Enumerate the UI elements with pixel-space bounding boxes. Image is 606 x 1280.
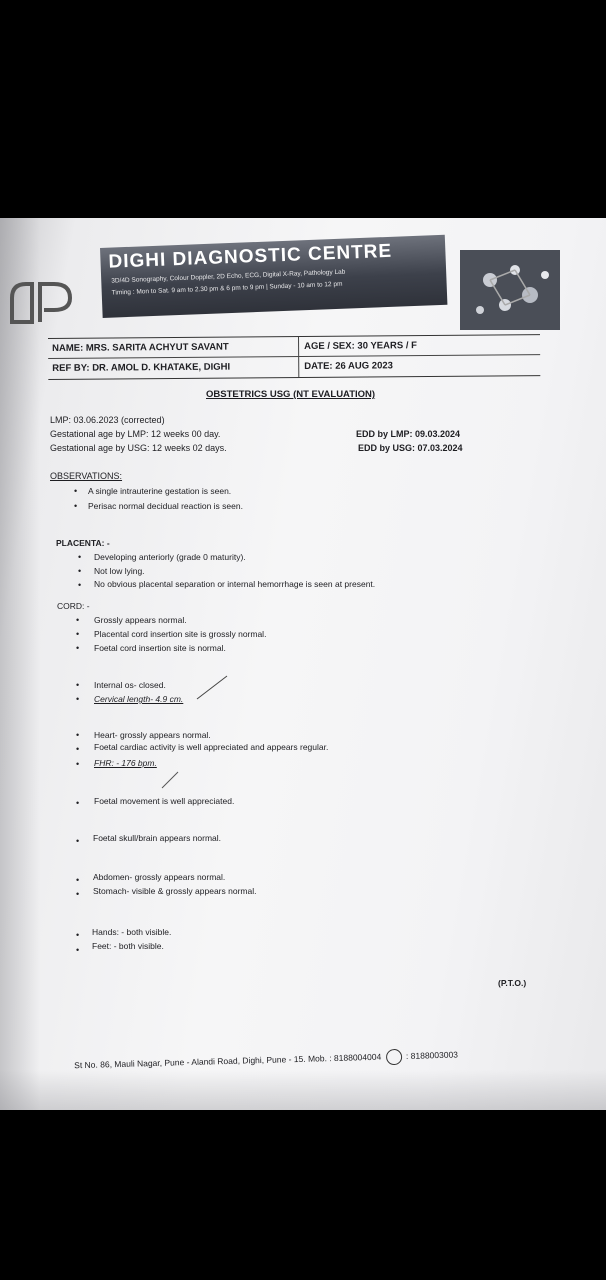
footer-whatsapp-number: : 8188003003: [405, 1049, 459, 1061]
services-line: 3D/4D Sonography, Colour Doppler, 2D Echo, ECG, Digital X-Ray, Pathology Lab: [111, 268, 346, 285]
edd-lmp-line: EDD by LMP: 09.03.2024: [356, 429, 461, 439]
fhr-line: FHR: - 176 bpm.: [94, 758, 157, 768]
feet-line: Feet: - both visible.: [92, 941, 164, 951]
report-paper: DIGHI DIAGNOSTIC CENTRE 3D/4D Sonography, Colour Doppler, 2D Echo, ECG, Digital X-Ray, Pathology Lab Timing : Mon to Sat. 9 am to 2.30 pm & 6 pm to 9 pm | Sunday - 10 am to 12 pm NAME: MRS. SARITA ACHYUT SAVANT AGE / SEX: 30 YEARS / F REF BY: DR. AMOL D. KHATAKE, DIGHI DATE: 26 AUG 2023 OBSTETRICS USG (NT EVALUATION) LMP: 03.06.2023 (corrected) Gestational age by LMP: 12 weeks 00 day. Gestational age by USG: 12 weeks 02 days. EDD by LMP: 09.03.2024 EDD by USG: 07.03.2024 OBSERVATIONS: • A single intrauterine gestation is seen. • Perisac normal decidual reaction is seen. PLACENTA: - • Developing anteriorly (grade 0 maturity). • Not low lying. • No obvious placental separation or internal hemorrhage is seen at present. CORD: - • Grossly appears normal. • Placental cord insertion site is grossly normal. • Foetal cord insertion site is normal. • Internal os- closed. • Cervical length- 4.9 cm. • Heart- grossly appears normal. • Foetal cardiac activity is well appreciated and appears regular. • FHR: - 176 bpm. • Foetal movement is well appreciated. • Foetal skull/brain appears normal. • Abdomen- grossly appears normal. • Stomach- visible & grossly appears normal. • Hands: - both visible. • Feet: - both visible. (P.T.O.) St No. 86, Mauli Nagar, Pune - Alandi Road, Dighi, Pune - 15. Mob. : 8188004004 : 8188003003: [0, 218, 606, 1110]
referring-doctor: REF BY: DR. AMOL D. KHATAKE, DIGHI: [52, 361, 231, 374]
foetal-skull: Foetal skull/brain appears normal.: [93, 833, 222, 843]
report-title: OBSTETRICS USG (NT EVALUATION): [206, 389, 376, 400]
observation-item: Perisac normal decidual reaction is seen.: [88, 501, 243, 511]
cord-heading: CORD: -: [57, 601, 90, 611]
molecule-graphic-icon: [460, 250, 560, 330]
heart-line: Heart- grossly appears normal.: [94, 730, 211, 740]
footer-address-text: St No. 86, Mauli Nagar, Pune - Alandi Road, Dighi, Pune - 15. Mob. : 8188004004: [74, 1051, 382, 1071]
internal-os: Internal os- closed.: [94, 680, 166, 690]
cardiac-activity: Foetal cardiac activity is well appreciated and appears regular.: [94, 742, 329, 752]
ga-usg-line: Gestational age by USG: 12 weeks 02 days.: [50, 443, 227, 453]
cervical-length: Cervical length- 4.9 cm.: [94, 694, 184, 704]
cord-item: Placental cord insertion site is grossly normal.: [94, 629, 267, 639]
pen-stroke-icon: [160, 770, 182, 790]
patient-info-table: [48, 334, 540, 380]
patient-age-sex: AGE / SEX: 30 YEARS / F: [304, 340, 417, 352]
lmp-line: LMP: 03.06.2023 (corrected): [50, 415, 165, 425]
hands-line: Hands: - both visible.: [92, 927, 172, 937]
pen-tick-mark-icon: [195, 673, 230, 703]
clinic-logo-icon: [10, 270, 80, 330]
timings-line: Timing : Mon to Sat. 9 am to 2.30 pm & 6 pm to 9 pm | Sunday - 10 am to 12 pm: [111, 280, 343, 297]
foetal-movement: Foetal movement is well appreciated.: [94, 796, 235, 806]
placenta-heading: PLACENTA: -: [56, 538, 110, 548]
edd-usg-line: EDD by USG: 07.03.2024: [358, 443, 463, 453]
placenta-item: Not low lying.: [94, 566, 145, 576]
observations-heading: OBSERVATIONS:: [50, 471, 123, 481]
pto-label: (P.T.O.): [498, 978, 527, 988]
cord-item: Foetal cord insertion site is normal.: [94, 643, 226, 653]
report-date: DATE: 26 AUG 2023: [304, 360, 393, 372]
abdomen-line: Abdomen- grossly appears normal.: [93, 872, 226, 882]
patient-name: NAME: MRS. SARITA ACHYUT SAVANT: [52, 341, 229, 354]
placenta-item: No obvious placental separation or internal hemorrhage is seen at present.: [94, 579, 376, 589]
header-banner: [100, 235, 447, 318]
stomach-line: Stomach- visible & grossly appears normal.: [93, 886, 257, 896]
observation-item: A single intrauterine gestation is seen.: [88, 486, 232, 496]
centre-name: DIGHI DIAGNOSTIC CENTRE: [108, 240, 393, 273]
cord-item: Grossly appears normal.: [94, 615, 187, 625]
whatsapp-icon: [385, 1049, 401, 1065]
ga-lmp-line: Gestational age by LMP: 12 weeks 00 day.: [50, 429, 221, 439]
placenta-item: Developing anteriorly (grade 0 maturity).: [94, 552, 246, 562]
